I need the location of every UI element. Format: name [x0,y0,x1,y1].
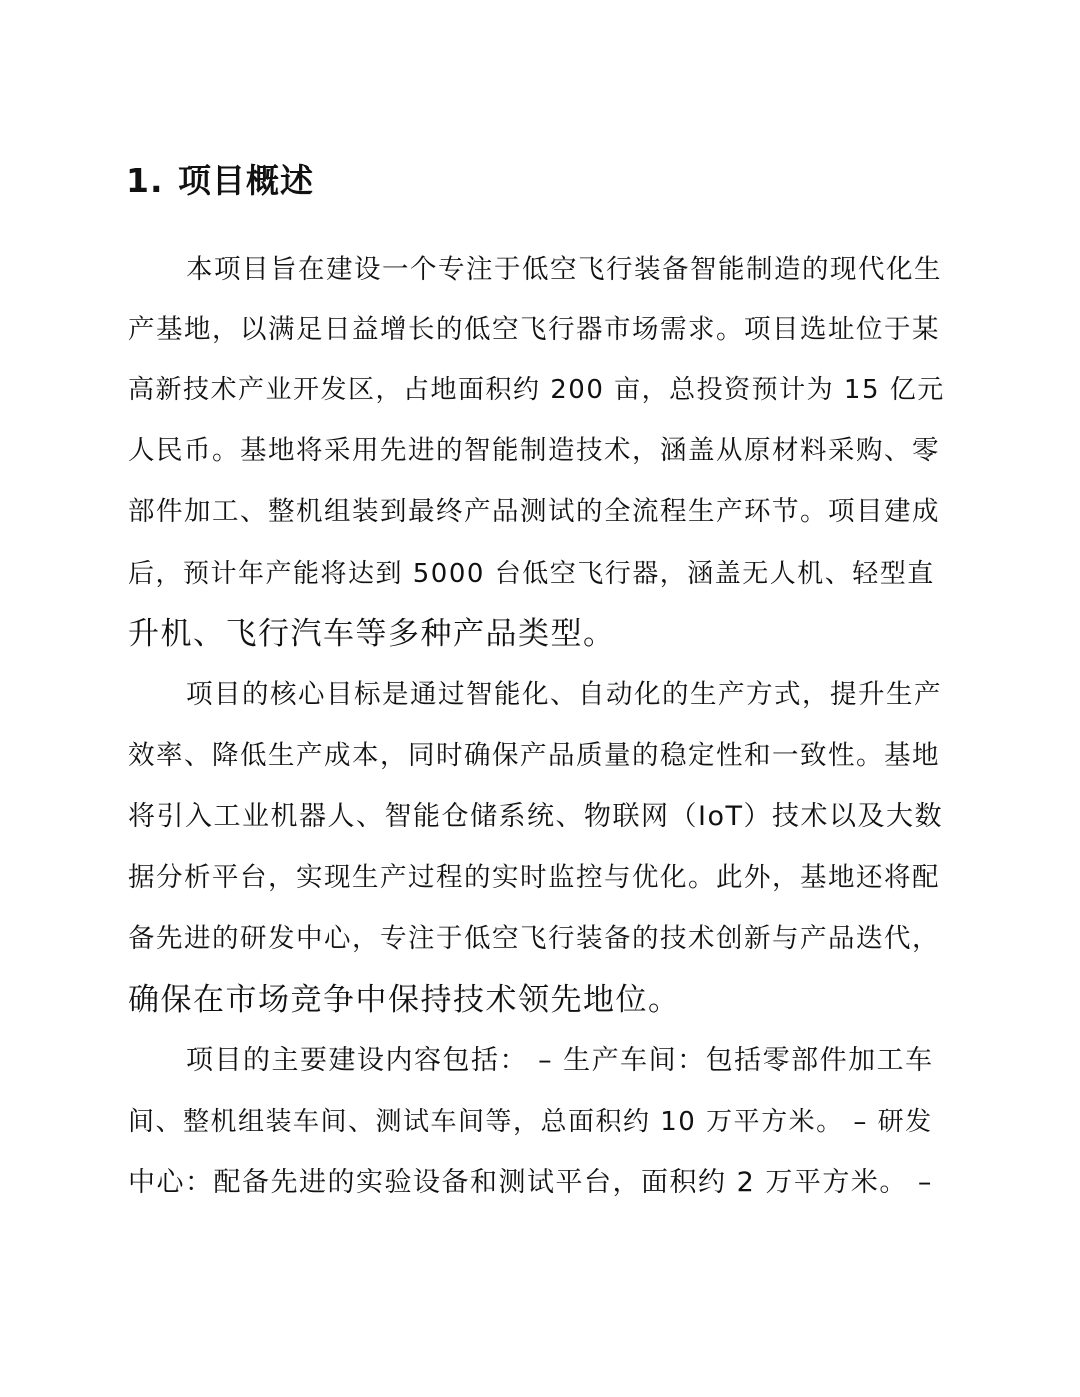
paragraph-2-line-5: 备先进的研发中心，专注于低空飞行装备的技术创新与产品迭代， [128,923,940,954]
paragraph-2-line-2: 效率、降低生产成本，同时确保产品质量的稳定性和一致性。基地 [128,740,940,771]
section-number: 1. [126,161,164,200]
paragraph-3-line-1: 项目的主要建设内容包括： – 生产车间：包括零部件加工车 [186,1045,934,1076]
paragraph-3-line-2: 间、整机组装车间、测试车间等，总面积约 10 万平方米。 – 研发 [128,1107,933,1137]
paragraph-3-line-3: 中心：配备先进的实验设备和测试平台，面积约 2 万平方米。 – [128,1167,933,1198]
paragraph-1-line-3: 高新技术产业开发区，占地面积约 200 亩，总投资预计为 15 亿元 [128,375,945,405]
paragraph-1-line-5: 部件加工、整机组装到最终产品测试的全流程生产环节。项目建成 [128,496,940,527]
section-heading [126,156,314,206]
paragraph-1-line-1: 本项目旨在建设一个专注于低空飞行装备智能制造的现代化生 [186,254,942,285]
paragraph-1-line-4: 人民币。基地将采用先进的智能制造技术，涵盖从原材料采购、零 [128,435,940,466]
paragraph-2-line-4: 据分析平台，实现生产过程的实时监控与优化。此外，基地还将配 [128,862,940,893]
paragraph-2-line-1: 项目的核心目标是通过智能化、自动化的生产方式，提升生产 [186,679,942,710]
paragraph-2-line-6: 确保在市场竞争中保持技术领先地位。 [128,982,681,1018]
paragraph-1-line-6: 后，预计年产能将达到 5000 台低空飞行器，涵盖无人机、轻型直 [128,559,935,589]
paragraph-2-line-3: 将引入工业机器人、智能仓储系统、物联网（IoT）技术以及大数 [128,801,943,832]
section-title: 项目概述 [178,161,314,200]
paragraph-1-line-7: 升机、飞行汽车等多种产品类型。 [128,616,616,652]
paragraph-1-line-2: 产基地，以满足日益增长的低空飞行器市场需求。项目选址位于某 [128,314,940,345]
